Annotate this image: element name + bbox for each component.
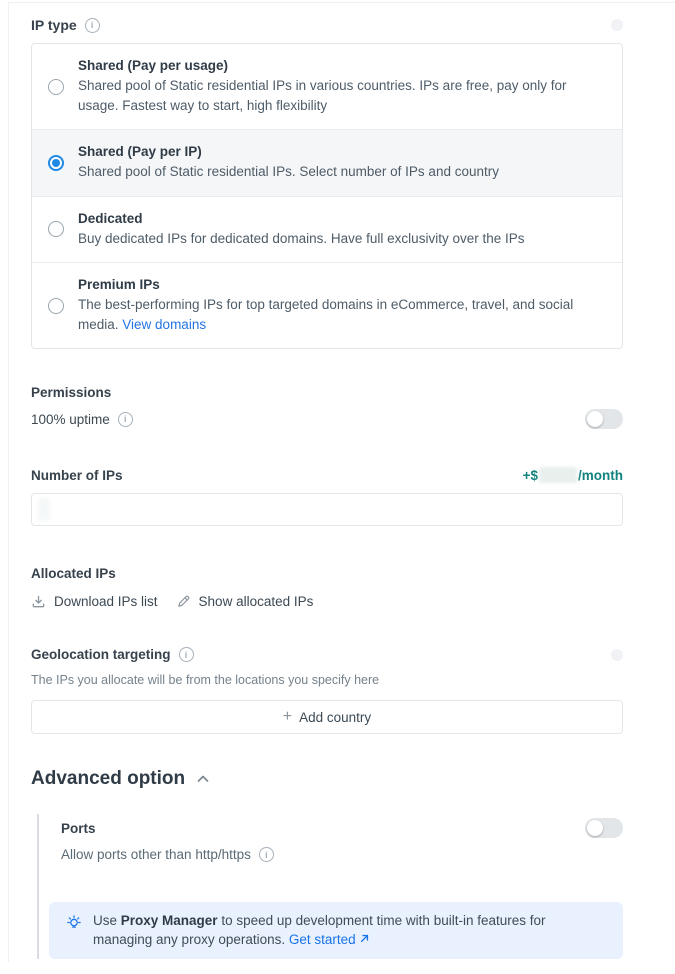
add-country-label: Add country (299, 709, 372, 725)
advanced-option-toggle[interactable] (31, 768, 623, 790)
radio-icon[interactable] (48, 79, 64, 95)
pencil-icon (176, 594, 191, 609)
uptime-row (31, 409, 623, 429)
download-ips-list-link[interactable] (31, 594, 158, 609)
toggle-knob (587, 411, 603, 427)
info-icon[interactable]: i (118, 412, 133, 427)
radio-selected-icon[interactable] (48, 155, 64, 171)
banner-text: Use Proxy Manager to speed up development time with built-in features for managing any proxy operations. Get started (93, 913, 546, 947)
toggle-knob (587, 820, 603, 836)
ports-row (61, 818, 623, 838)
lightbulb-icon (65, 914, 83, 932)
option-title: Dedicated (78, 210, 143, 226)
add-country-button[interactable] (31, 700, 623, 734)
option-title: Premium IPs (78, 277, 160, 293)
info-icon[interactable]: i (85, 18, 100, 33)
ip-type-label: IP type (31, 17, 77, 33)
ports-description: Allow ports other than http/https (61, 847, 251, 863)
allocated-ips-actions (31, 594, 623, 609)
ports-description-row (61, 847, 623, 862)
proxy-manager-banner (49, 902, 623, 958)
permissions-label: Permissions (31, 385, 112, 401)
option-premium-ips[interactable] (32, 263, 622, 348)
option-description: Buy dedicated IPs for dedicated domains. Have full exclusivity over the IPs (78, 230, 525, 246)
info-icon[interactable]: i (259, 847, 274, 862)
option-title: Shared (Pay per IP) (78, 144, 202, 160)
geolocation-description: The IPs you allocate will be from the locations you specify here (31, 673, 380, 688)
show-allocated-ips-link[interactable] (176, 594, 314, 609)
plus-icon: + (282, 708, 293, 726)
option-description: The best-performing IPs for top targeted domains in eCommerce, travel, and social media. View domains (78, 297, 574, 332)
uptime-toggle[interactable] (585, 409, 623, 429)
number-of-ips-input-wrap (31, 493, 623, 526)
option-shared-pay-per-ip[interactable] (32, 130, 622, 197)
view-domains-link[interactable]: View domains (122, 316, 207, 332)
download-icon (31, 594, 46, 609)
geolocation-header (31, 647, 623, 662)
redacted-price (539, 467, 577, 483)
geolocation-label: Geolocation targeting (31, 647, 171, 663)
radio-icon[interactable] (48, 221, 64, 237)
advanced-option-label: Advanced option (31, 768, 186, 790)
download-ips-list-label: Download IPs list (54, 594, 158, 610)
option-description: Shared pool of Static residential IPs. Select number of IPs and country (78, 164, 499, 180)
show-allocated-ips-label: Show allocated IPs (198, 594, 314, 610)
chevron-up-icon (195, 771, 211, 787)
number-of-ips-label: Number of IPs (31, 467, 123, 483)
ports-toggle[interactable] (585, 818, 623, 838)
settings-panel (8, 2, 675, 962)
advanced-section (37, 814, 623, 958)
external-link-icon (359, 933, 370, 944)
price-per-month: +$ /month (522, 467, 623, 483)
option-dedicated[interactable] (32, 197, 622, 264)
radio-icon[interactable] (48, 298, 64, 314)
number-of-ips-input[interactable] (31, 493, 623, 526)
ports-label: Ports (61, 820, 96, 836)
option-shared-pay-per-usage[interactable] (32, 44, 622, 130)
option-title: Shared (Pay per usage) (78, 58, 229, 73)
beacon-dot (611, 649, 623, 661)
ip-type-options (31, 43, 623, 349)
number-of-ips-row (31, 467, 623, 483)
get-started-link[interactable]: Get started (289, 932, 371, 947)
option-description: Shared pool of Static residential IPs in various countries. IPs are free, pay only for usage. Fastest way to start, high flexibility (78, 78, 567, 113)
info-icon[interactable]: i (179, 647, 194, 662)
allocated-ips-label: Allocated IPs (31, 566, 116, 582)
uptime-label: 100% uptime (31, 411, 110, 427)
ip-type-header (31, 17, 623, 33)
beacon-dot (611, 19, 623, 31)
